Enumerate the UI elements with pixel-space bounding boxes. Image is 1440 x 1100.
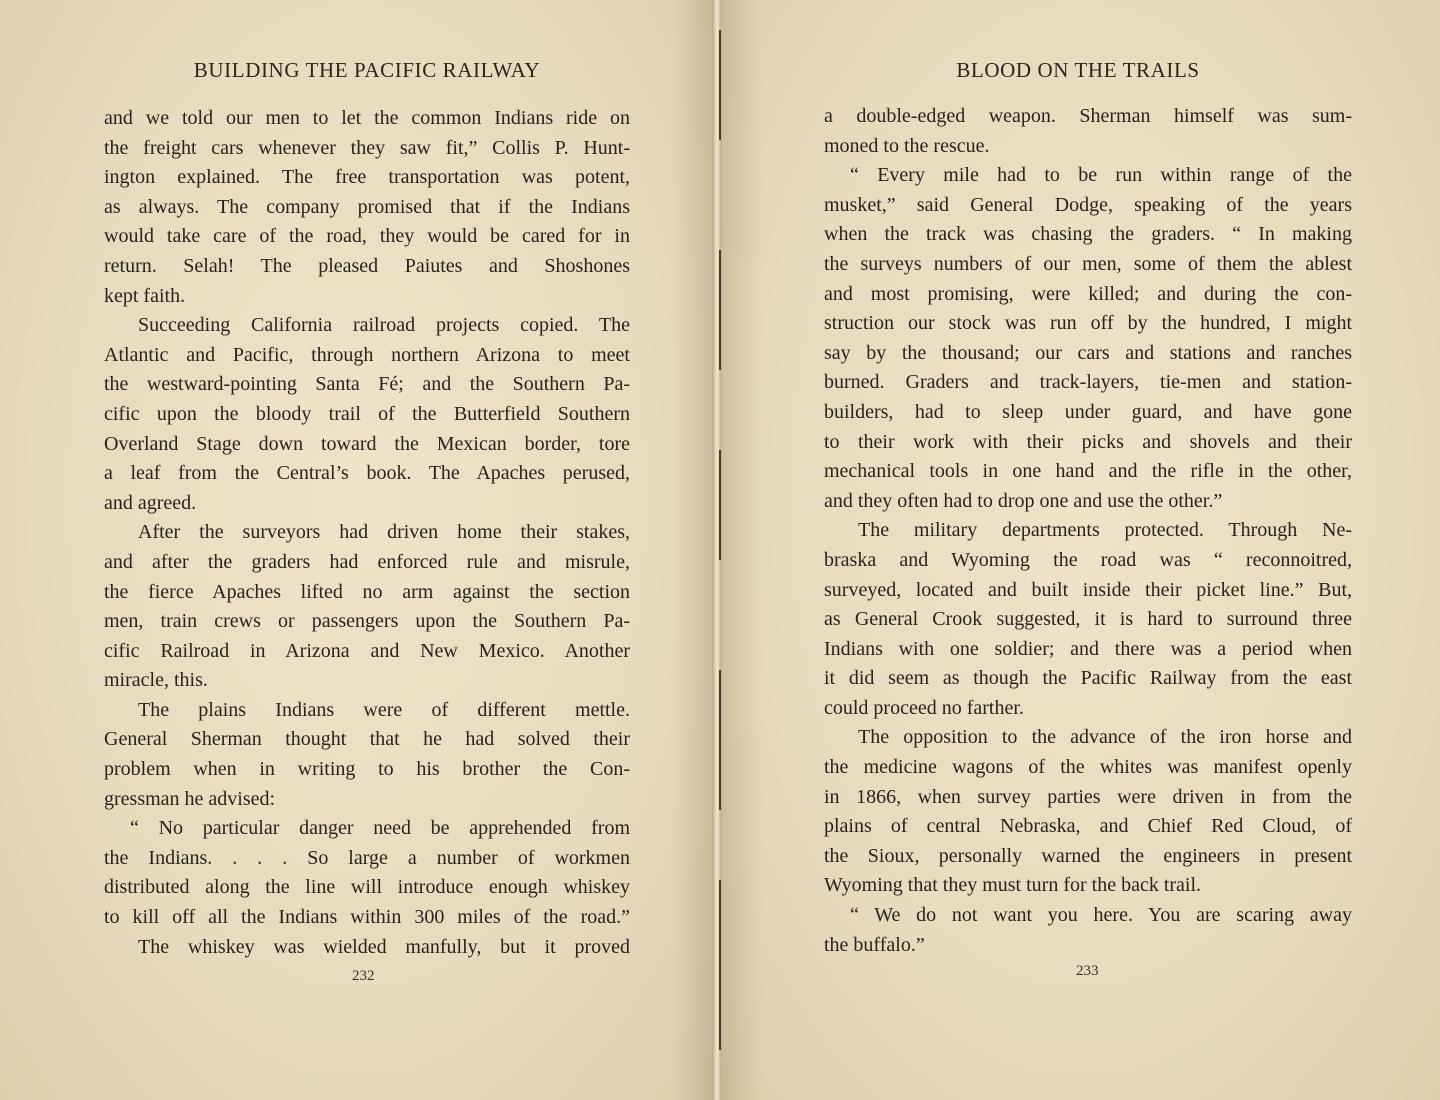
text-line: as always. The company promised that if the Indians [104,195,630,218]
page-number: 233 [1076,963,1099,979]
binding-thread [719,250,721,370]
binding-thread [719,30,721,140]
text-line: kept faith. [104,284,186,307]
text-line: struction our stock was run off by the hundred, I might [824,312,1352,335]
text-line: Indians with one soldier; and there was a period when [824,637,1352,660]
text-line: Succeeding California railroad projects copied. The [138,314,630,337]
text-line: the Sioux, personally warned the engineers in present [824,844,1352,867]
text-line: The opposition to the advance of the iron horse and [858,726,1352,749]
text-line: ington explained. The free transportation was potent, [104,166,630,189]
text-line: would take care of the road, they would be cared for in [104,225,630,248]
text-line: return. Selah! The pleased Paiutes and Shoshones [104,254,630,277]
text-line: cific upon the bloody trail of the Butterfield Southern [104,402,630,425]
text-line: After the surveyors had driven home their stakes, [138,521,630,544]
left-page [0,0,712,1100]
text-line: and after the graders had enforced rule and misrule, [104,550,630,573]
text-line: the medicine wagons of the whites was manifest openly [824,756,1352,779]
text-line: problem when in writing to his brother the Con- [104,758,630,781]
text-line: in 1866, when survey parties were driven in from the [824,785,1352,808]
text-line: The plains Indians were of different mettle. [138,698,630,721]
text-line: men, train crews or passengers upon the Southern Pa- [104,610,630,633]
text-line: it did seem as though the Pacific Railway from the east [824,667,1352,690]
text-line: and we told our men to let the common Indians ride on [104,107,630,129]
binding-thread [719,450,721,560]
text-line: could proceed no farther. [824,696,1024,719]
binding-thread [719,670,721,810]
text-line: the buffalo.” [824,933,925,956]
body-text [104,104,630,962]
text-line: the freight cars whenever they saw fit,” Collis P. Hunt- [104,136,630,159]
page-number: 232 [352,968,375,984]
text-line: plains of central Nebraska, and Chief Red Cloud, of [824,815,1352,838]
text-line: the fierce Apaches lifted no arm against the section [104,580,630,603]
text-line: musket,” said General Dodge, speaking of the years [824,193,1352,216]
text-line: braska and Wyoming the road was “ reconnoitred, [824,548,1352,571]
text-line: Wyoming that they must turn for the back trail. [824,874,1202,897]
text-line: “ We do not want you here. You are scaring away [850,904,1352,927]
text-line: a double-edged weapon. Sherman himself was sum- [824,105,1352,127]
text-line: Overland Stage down toward the Mexican border, tore [104,432,630,455]
text-line: moned to the rescue. [824,134,990,157]
text-line: and they often had to drop one and use the other.” [824,489,1223,512]
text-line: General Sherman thought that he had solved their [104,728,630,751]
running-head: BUILDING THE PACIFIC RAILWAY [193,58,541,82]
text-line: miracle, this. [104,669,208,692]
text-line: builders, had to sleep under guard, and have gone [824,400,1352,423]
body-text [824,102,1352,960]
text-line: when the track was chasing the graders. “ In making [824,223,1352,246]
text-line: mechanical tools in one hand and the rifle in the other, [824,460,1352,483]
text-line: distributed along the line will introduce enough whiskey [104,876,630,899]
text-line: burned. Graders and track-layers, tie-men and station- [824,371,1352,394]
text-line: say by the thousand; our cars and stations and ranches [824,341,1352,364]
text-line: and agreed. [104,491,197,514]
text-line: cific Railroad in Arizona and New Mexico. Another [104,639,630,662]
binding-thread [719,880,721,1050]
text-line: Atlantic and Pacific, through northern Arizona to meet [104,343,630,366]
text-line: to their work with their picks and shovels and their [824,430,1352,453]
text-line: a leaf from the Central’s book. The Apaches perused, [104,462,630,485]
text-line: The military departments protected. Through Ne- [858,519,1352,542]
right-page [722,0,1440,1100]
text-line: as General Crook suggested, it is hard to surround three [824,608,1352,631]
text-line: the Indians. . . . So large a number of workmen [104,846,630,869]
text-line: “ Every mile had to be run within range of the [850,164,1352,187]
text-line: “ No particular danger need be apprehended from [130,817,630,840]
running-head: BLOOD ON THE TRAILS [956,58,1200,82]
text-line: The whiskey was wielded manfully, but it proved [138,935,630,958]
text-line: the westward-pointing Santa Fé; and the Southern Pa- [104,373,630,396]
text-line: to kill off all the Indians within 300 miles of the road.” [104,906,630,929]
text-line: gressman he advised: [104,787,276,810]
text-line: surveyed, located and built inside their picket line.” But, [824,578,1352,601]
text-line: and most promising, were killed; and during the con- [824,282,1352,305]
text-line: the surveys numbers of our men, some of them the ablest [824,252,1352,275]
